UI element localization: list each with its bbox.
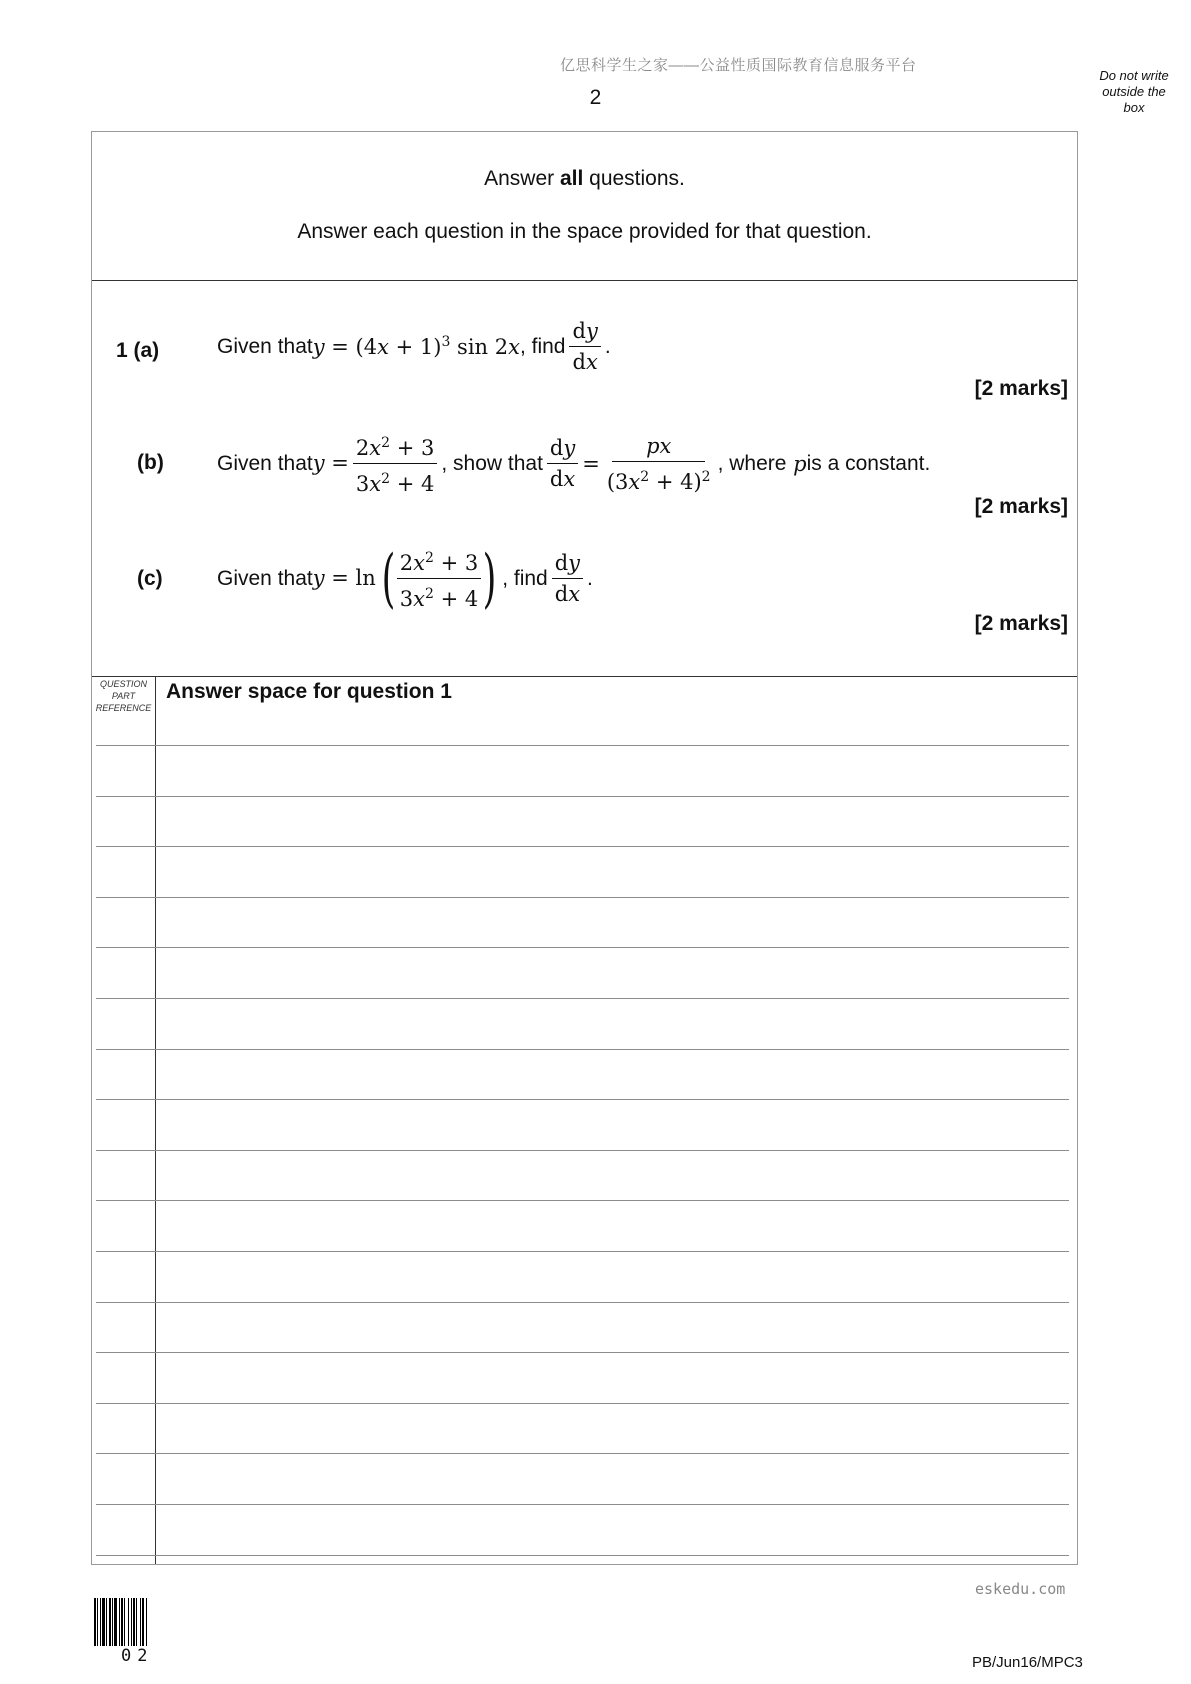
question-text: Given that <box>217 334 313 358</box>
barcode-number: 02 <box>121 1646 154 1666</box>
derivative-dy-dx: $\frac{dy}{dx}$ <box>569 318 600 375</box>
fraction-px: $\frac{px}{(3x^2 + 4)^2}$ <box>606 433 711 494</box>
answer-line[interactable] <box>96 947 1069 948</box>
answer-line[interactable] <box>96 1150 1069 1151</box>
instruction-text: Answer <box>484 167 560 190</box>
answer-line[interactable] <box>96 745 1069 746</box>
question-1b-text <box>217 430 930 497</box>
instruction-emphasis: all <box>559 167 584 190</box>
math-expression: y = <box>312 451 349 475</box>
ref-label-line: QUESTION <box>99 679 147 689</box>
math-expression: y = ln <box>312 566 376 590</box>
site-watermark: eskedu.com <box>975 1580 1066 1598</box>
question-text: Given that <box>217 566 313 590</box>
question-1b-label: (b) <box>137 451 164 474</box>
section-divider <box>92 676 1077 677</box>
fraction-ln-argument: $\frac{2x^2 + 3}{3x^2 + 4}$ <box>397 545 481 612</box>
answer-space-title: Answer space for question 1 <box>166 680 452 703</box>
answer-line[interactable] <box>96 1403 1069 1404</box>
answer-line[interactable] <box>96 1200 1069 1201</box>
paper-code: PB/Jun16/MPC3 <box>972 1654 1083 1671</box>
answer-line[interactable] <box>96 1504 1069 1505</box>
answer-line[interactable] <box>96 1453 1069 1454</box>
answer-line[interactable] <box>96 897 1069 898</box>
answer-line[interactable] <box>96 1099 1069 1100</box>
instruction-line-2: Answer each question in the space provided for that question. <box>297 220 872 243</box>
question-1c-label: (c) <box>137 567 163 590</box>
section-divider <box>92 280 1077 281</box>
left-paren: ( <box>381 541 396 616</box>
answer-line[interactable] <box>96 1555 1069 1556</box>
math-expression: $y = (4x + 1)^3$ sin 2x <box>312 333 520 359</box>
barcode <box>94 1598 194 1646</box>
margin-note <box>1086 68 1182 116</box>
reference-column-divider <box>155 676 156 1564</box>
question-1c-text: Given that y = ln ( $\frac{2x^2 + 3}{3x^2 + 4}$ ) , find $\frac{dy}{dx}$ . <box>217 541 593 616</box>
instruction-line-1 <box>92 167 1077 191</box>
ref-label-line: PART <box>111 691 136 701</box>
page-number: 2 <box>589 86 602 109</box>
right-paren: ) <box>482 541 497 616</box>
watermark-text: 亿思科学生之家——公益性质国际教育信息服务平台 <box>560 57 917 74</box>
question-1a-text: Given that $y = (4x + 1)^3$ sin 2x , find $\frac{dy}{dx}$ . <box>217 319 611 374</box>
marks-1a: [2 marks] <box>974 377 1068 400</box>
answer-line[interactable] <box>96 846 1069 847</box>
marks-1b: [2 marks] <box>974 495 1068 518</box>
barcode-bar <box>147 1598 148 1646</box>
question-1a-label: 1 (a) <box>116 339 160 362</box>
margin-note-line: Do not write <box>1099 68 1169 83</box>
math-variable-p: p <box>786 451 807 476</box>
question-text: Given that <box>217 451 313 475</box>
ref-label-line: REFERENCE <box>95 703 152 713</box>
question-text: is a constant. <box>806 451 931 475</box>
answer-line[interactable] <box>96 796 1069 797</box>
derivative-dy-dx: $\frac{dy}{dx}$ <box>552 550 583 607</box>
answer-line[interactable] <box>96 1352 1069 1353</box>
margin-note-line: box <box>1123 100 1145 115</box>
question-text: , find <box>519 334 566 358</box>
question-text: , find <box>502 566 548 590</box>
question-text: , where <box>717 451 787 475</box>
answer-line[interactable] <box>96 1251 1069 1252</box>
question-text: , show that <box>441 451 543 475</box>
marks-1c: [2 marks] <box>974 612 1068 635</box>
answer-line[interactable] <box>96 998 1069 999</box>
derivative-dy-dx: $\frac{dy}{dx}$ <box>547 435 578 492</box>
question-part-reference-label <box>92 678 155 714</box>
answer-line[interactable] <box>96 1302 1069 1303</box>
instruction-text: questions. <box>583 167 685 190</box>
fraction-y: $\frac{2x^2 + 3}{3x^2 + 4}$ <box>353 430 437 497</box>
margin-note-line: outside the <box>1102 84 1166 99</box>
equals-sign: = <box>582 451 600 476</box>
answer-line[interactable] <box>96 1049 1069 1050</box>
